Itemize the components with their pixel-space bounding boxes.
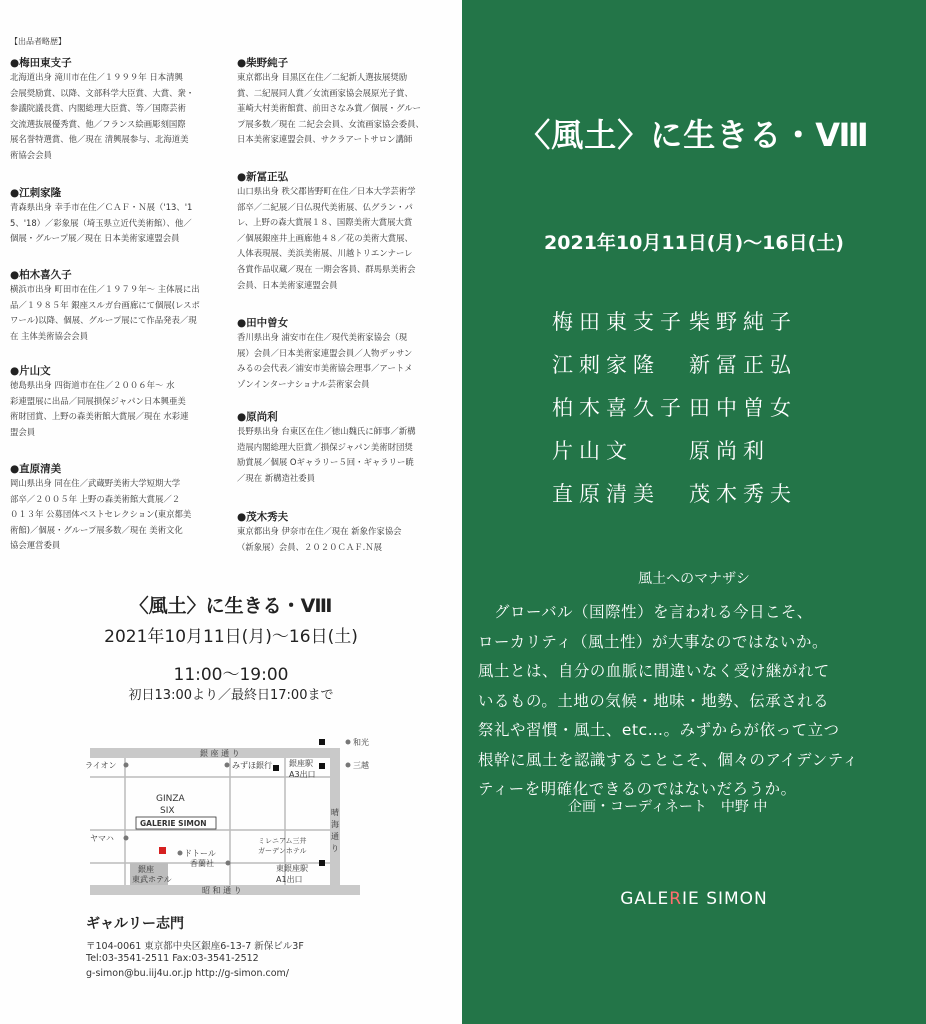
bio-name: ●梅田東支子 bbox=[10, 57, 72, 69]
bio-text: 長野県出身 台東区在住／徳山魏氏に師事／新構 造展内閣総理大臣賞／損保ジャパン美術財団奨 励賞展／個展 Oギャラリー５回・ギャラリー暁 ／現在 新構造社委員 bbox=[237, 426, 416, 483]
station-marker bbox=[319, 763, 325, 769]
bio-name: ●新冨正弘 bbox=[237, 171, 289, 183]
exhibition-date: 2021年10月11日(月)～16日(土) bbox=[104, 627, 358, 647]
station-marker bbox=[319, 739, 325, 745]
svg-text:晴: 晴 bbox=[331, 808, 339, 817]
galerie-label: GALERIE SIMON bbox=[140, 819, 207, 828]
station-marker bbox=[273, 765, 279, 771]
section-title: 【出品者略歴】 bbox=[10, 37, 66, 46]
exhibition-hours: 11:00～19:00 bbox=[173, 665, 289, 685]
artist-name: 江刺家隆 bbox=[552, 353, 660, 377]
essay-line: グローバル（国際性）を言われる今日こそ、 bbox=[478, 603, 813, 621]
a1-exit-label: A1出口 bbox=[276, 875, 303, 884]
gallery-tel: Tel:03-3541-2511 Fax:03-3541-2512 bbox=[86, 953, 259, 964]
bio-name: ●茂木秀夫 bbox=[237, 511, 289, 523]
exhibition-hours-note: 初日13:00より／最終日17:00まで bbox=[128, 688, 334, 703]
access-map bbox=[80, 735, 380, 910]
main-date: 2021年10月11日(月)～16日(土) bbox=[544, 232, 844, 254]
essay-line: 祭礼や習慣・風土、etc…。みずからが依って立つ bbox=[478, 721, 840, 739]
bio-name: ●田中曽女 bbox=[237, 317, 289, 329]
yamaha-label: ヤマハ bbox=[90, 834, 114, 843]
bio-text: 香川県出身 浦安市在住／現代美術家協会（現 展）会員／日本美術家連盟会員／人物デッサン みるの会代表／浦安市美術協会理事／アートメ ゾンインターナショナル芸術家会員 bbox=[237, 332, 413, 389]
bio-name: ●柏木喜久子 bbox=[10, 269, 72, 281]
artist-name: 梅田東支子 bbox=[552, 310, 687, 334]
mitsukoshi-label: 三越 bbox=[353, 761, 369, 770]
millennium-label-1: ミレニアム三井 bbox=[258, 837, 307, 845]
tobu-label-2: 東武ホテル bbox=[132, 875, 172, 884]
station-marker bbox=[319, 860, 325, 866]
mizuho-label: みずほ銀行 bbox=[232, 761, 272, 770]
gallery-location-marker bbox=[159, 847, 166, 854]
essay-credit: 企画・コーディネート 中野 中 bbox=[568, 799, 768, 815]
artist-name: 田中曽女 bbox=[689, 396, 797, 420]
bio-mogi bbox=[237, 510, 447, 555]
bio-umeda bbox=[10, 56, 220, 164]
bio-text: 東京都出身 目黒区在住／二紀新人選抜展奨励 賞、二紀展同人賞／女流画家協会展原光子賞、 韮崎大村美術館賞、前田さなみ賞／個展・グルー プ展多数／現在 二紀会会員、女流画家協会委員、 日本美術家連盟会員、サクラアートサロン講師 bbox=[237, 72, 424, 145]
bio-tanaka bbox=[237, 316, 447, 392]
lion-label: ライオン bbox=[85, 761, 117, 770]
bio-shibano bbox=[237, 56, 447, 148]
bio-hara bbox=[237, 410, 447, 486]
ginza-six-label-2: SIX bbox=[160, 806, 175, 816]
bio-text: 山口県出身 秩父郡皆野町在住／日本大学芸術学 部卒／二紀展／日仏現代美術展、仏グラン・パ レ、上野の森大賞展１８、国際美術大賞展大賞 ／個展銀座井上画廊他４８／花の美術大賞展、 人体表現展、美浜美術展、川越トリエンナーレ 各賞作品収蔵／現在 一期会客員、群馬県美術会 会員、日本美術家連盟会員 bbox=[237, 186, 416, 290]
bio-text: 東京都出身 伊奈市在住／現在 新象作家協会 （新象展）会員、２０２０ＣＡＦ.Ｎ展 bbox=[237, 526, 402, 552]
bio-name: ●直原清美 bbox=[10, 463, 62, 475]
bio-katayama bbox=[10, 364, 220, 440]
a3-exit-label: A3出口 bbox=[289, 770, 316, 779]
artist-name: 柏木喜久子 bbox=[552, 396, 687, 420]
artist-name: 柴野純子 bbox=[689, 310, 797, 334]
left-panel bbox=[0, 0, 462, 1024]
bio-text: 岡山県出身 同在住／武蔵野美術大学短期大学 部卒／２００５年 上野の森美術館大賞展／２ ０１３年 公募団体ベストセレクション(東京都美 術館)／個展・グループ展多数／現在 美術文化 協会運営委員 bbox=[10, 478, 192, 551]
essay-line: 根幹に風土を認識することこそ、個々のアイデンティ bbox=[478, 750, 859, 769]
ginza-street-label: 銀 座 通 り bbox=[200, 749, 240, 758]
svg-text:り: り bbox=[331, 844, 339, 853]
bio-text: 横浜市出身 町田市在住／１９７９年～ 主体展に出 品／１９８５年 銀座スルガ台画廊にて個展(レスポ ワール)以降、個展、グループ展にて作品発表／現 在 主体美術協会会員 bbox=[10, 284, 200, 341]
ginza-six-label-1: GINZA bbox=[156, 794, 185, 804]
millennium-label-2: ガーデンホテル bbox=[258, 847, 307, 855]
higashi-ginza-label: 東銀座駅 bbox=[276, 864, 308, 873]
wako-label: 和光 bbox=[353, 738, 369, 747]
bio-text: 青森県出身 幸手市在住／ＣＡＦ・Ｎ展（'13、'1 5、'18）／彩象展（埼玉県立近代美術館）、他／ 個展・グループ展／現在 日本美術家連盟会員 bbox=[10, 202, 193, 244]
essay-line: いるもの。土地の気候・地味・地勢、伝承される bbox=[478, 691, 830, 710]
koumeido-label: 香蘭社 bbox=[190, 859, 214, 868]
bio-text: 徳島県出身 四街道市在住／２００６年～ 水 彩連盟展に出品／同展損保ジャパン日本興亜美 術財団賞、上野の森美術館大賞展／現在 水彩連 盟会員 bbox=[10, 380, 189, 437]
tobu-label-1: 銀座 bbox=[138, 865, 154, 874]
essay-title: 風土へのマナザシ bbox=[638, 571, 750, 587]
gallery-address: 〒104-0061 東京都中央区銀座6-13-7 新保ビル3F bbox=[86, 941, 304, 952]
artist-name: 原尚利 bbox=[689, 439, 770, 463]
doutor-label: ドトール bbox=[184, 849, 216, 858]
bio-kashiwagi bbox=[10, 268, 220, 344]
svg-text:海: 海 bbox=[331, 820, 339, 829]
bio-text: 北海道出身 滝川市在住／１９９９年 日本清興 会展奨励賞、以降、文部科学大臣賞、大賞、衆・ 参議院議長賞、内閣総理大臣賞、等／国際芸術 交流選抜展優秀賞、他／フランス絵画彫刻国際 展名誉特選賞、他／現在 清興展参与、北海道美 術協会会員 bbox=[10, 72, 195, 160]
essay-line: ローカリティ（風土性）が大事なのではないか。 bbox=[478, 632, 828, 651]
artist-name: 茂木秀夫 bbox=[689, 482, 797, 506]
showa-street-label: 昭 和 通 り bbox=[202, 886, 242, 895]
svg-text:通: 通 bbox=[331, 832, 339, 841]
artist-name: 片山文 bbox=[552, 439, 633, 463]
bio-name: ●柴野純子 bbox=[237, 57, 289, 69]
bio-name: ●江刺家隆 bbox=[10, 187, 62, 199]
artist-name: 直原清美 bbox=[552, 482, 660, 506]
essay-body bbox=[478, 598, 918, 805]
gallery-logo: GALERIE SIMON bbox=[620, 889, 768, 909]
main-title: 〈風土〉に生きる・Ⅷ bbox=[518, 116, 870, 154]
artist-name: 新冨正弘 bbox=[689, 353, 797, 377]
essay-line: ティーを明確化できるのではないだろうか。 bbox=[478, 780, 797, 798]
bio-jikihara bbox=[10, 462, 220, 554]
exhibition-title: 〈風土〉に生きる・Ⅷ bbox=[129, 595, 333, 617]
artist-list bbox=[552, 306, 852, 521]
bio-name: ●片山文 bbox=[10, 365, 51, 377]
bio-shintomi bbox=[237, 170, 447, 293]
bio-name: ●原尚利 bbox=[237, 411, 278, 423]
ginza-station-label: 銀座駅 bbox=[289, 759, 313, 768]
essay-line: 風土とは、自分の血脈に間違いなく受け継がれて bbox=[478, 662, 830, 680]
gallery-name: ギャルリー志門 bbox=[86, 916, 184, 932]
gallery-contact: g-simon@bu.iij4u.or.jp http://g-simon.com/ bbox=[86, 968, 290, 979]
bio-esashika bbox=[10, 186, 220, 247]
